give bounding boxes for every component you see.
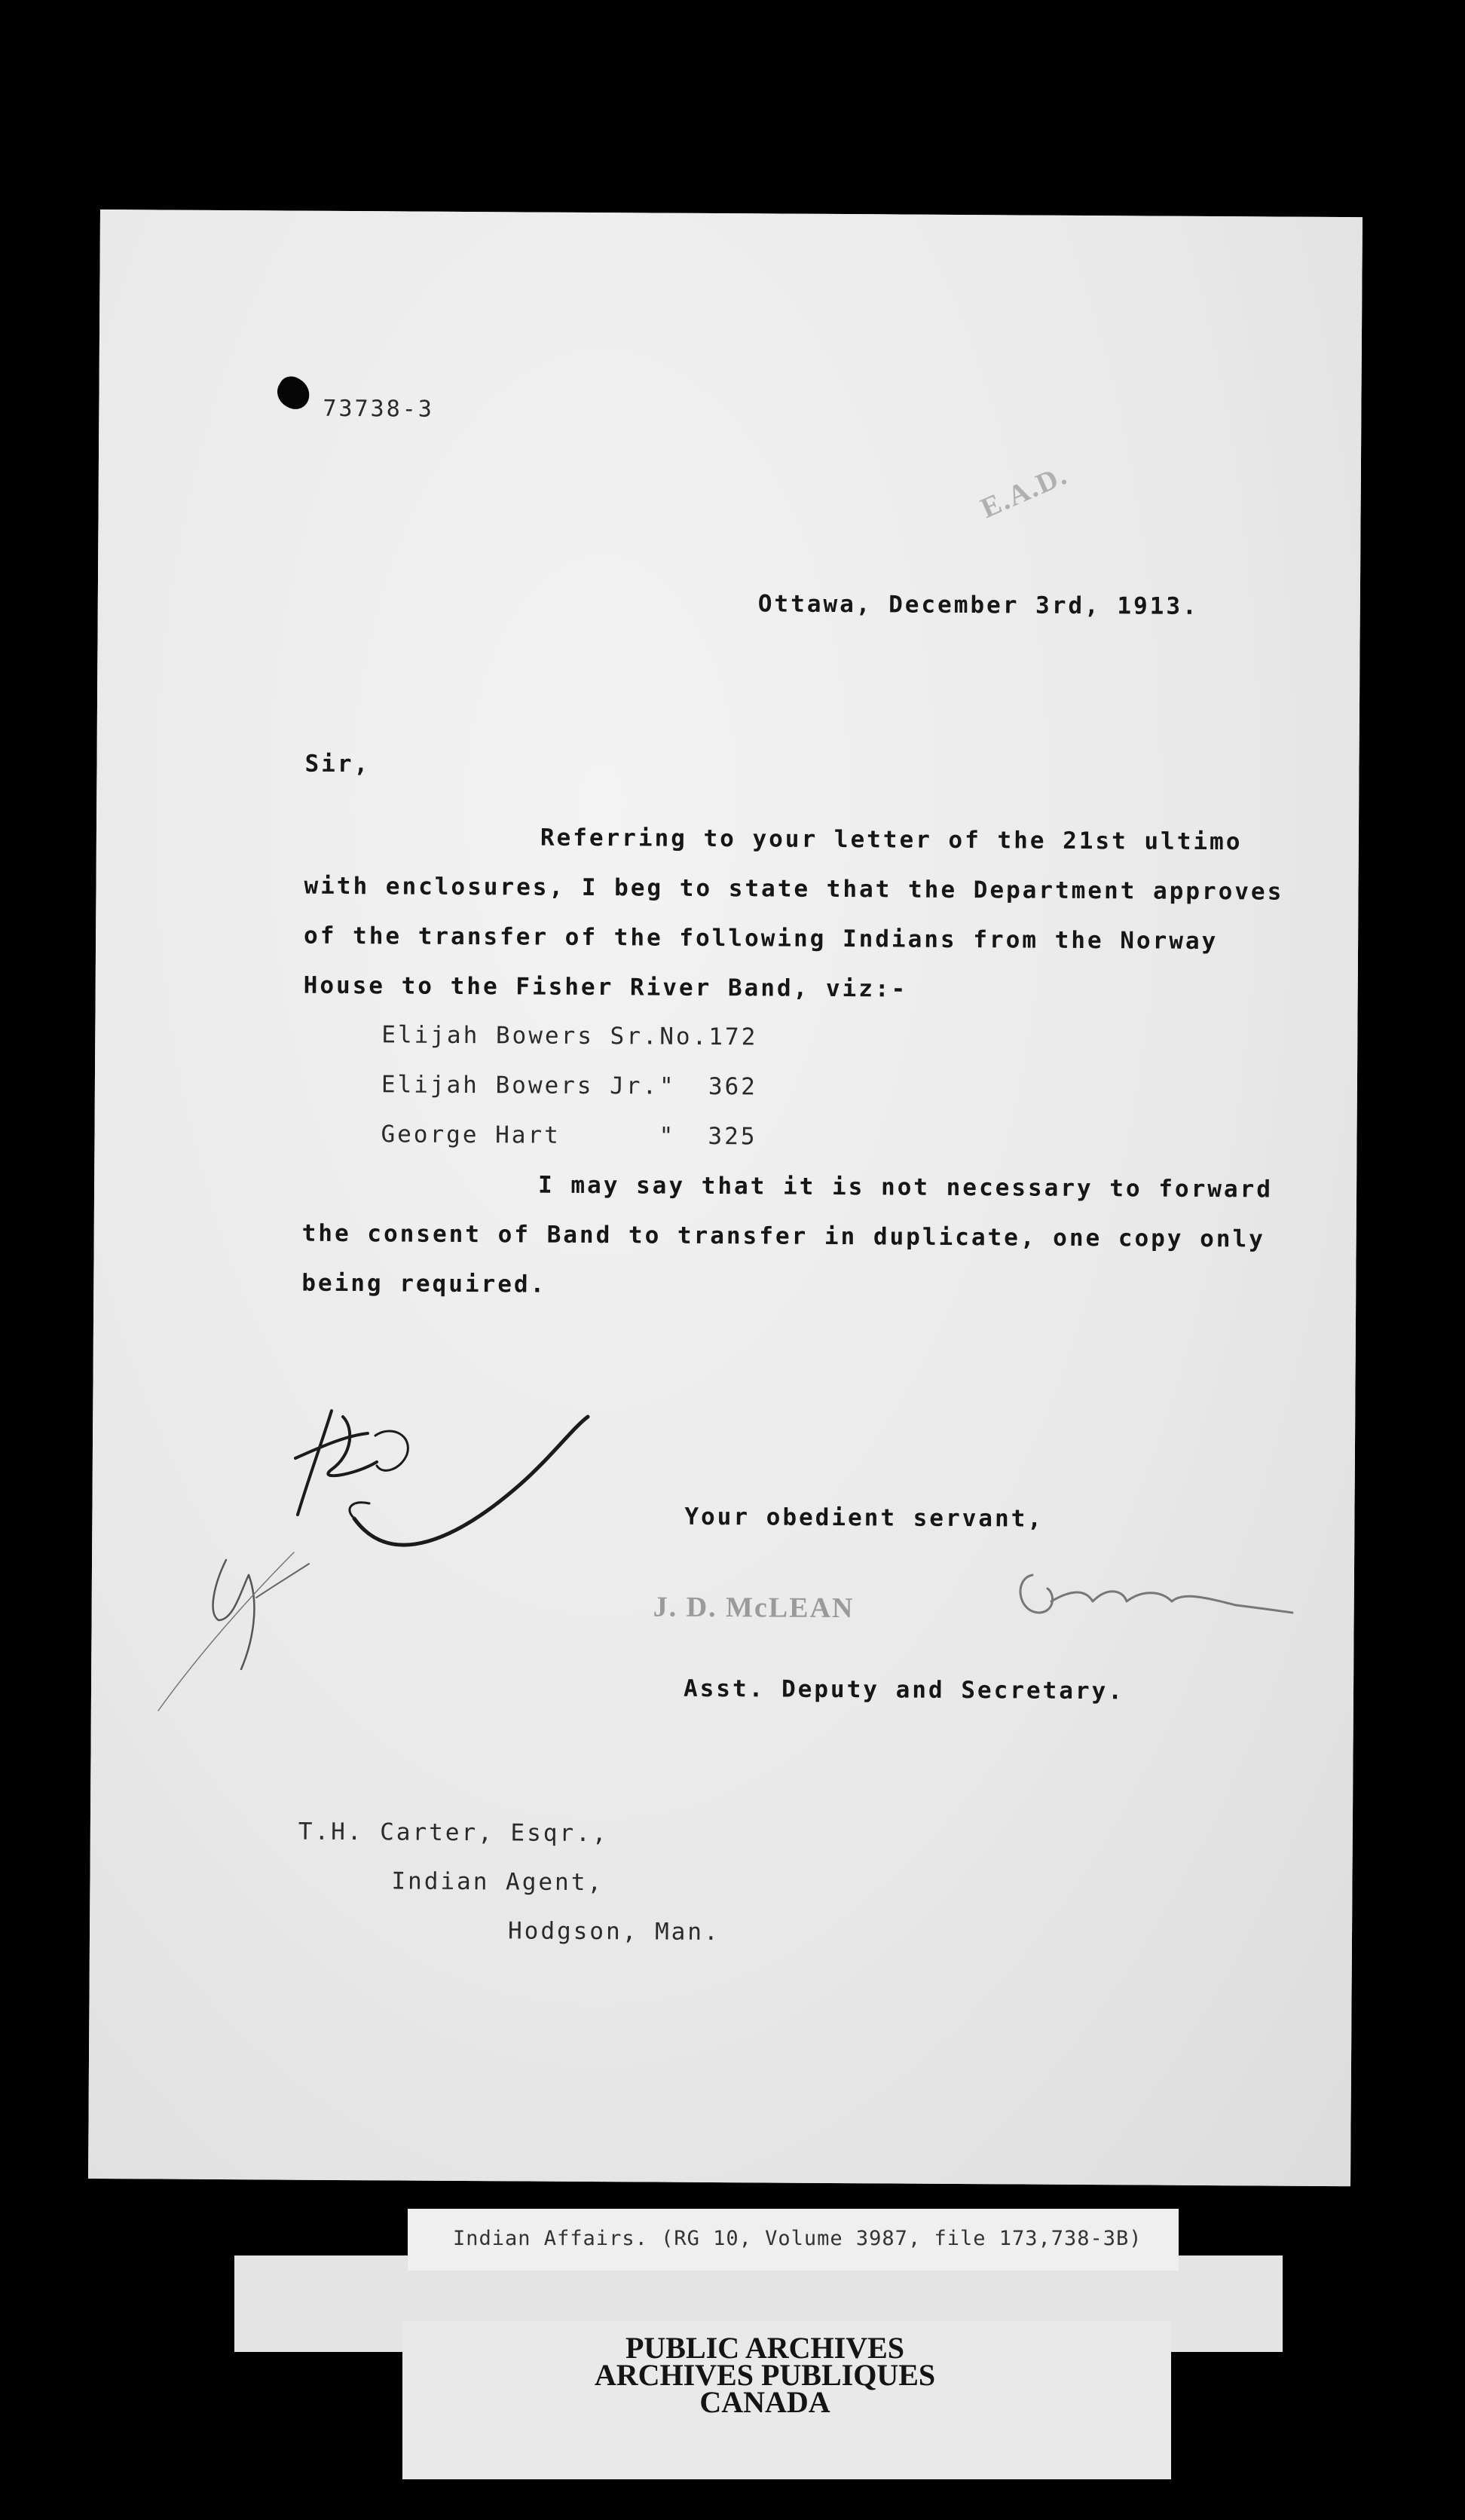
- closing: Your obedient servant,: [684, 1503, 1044, 1533]
- dateline: Ottawa, December 3rd, 1913.: [757, 590, 1199, 620]
- letter-page: [88, 209, 1363, 2186]
- body-line: being required.: [301, 1269, 547, 1298]
- body-line: I may say that it is not necessary to forward: [537, 1171, 1274, 1203]
- body-line: House to the Fisher River Band, viz:-: [303, 971, 908, 1003]
- transfer-number: No.172: [659, 1023, 758, 1051]
- signatory-stamp: J. D. McLEAN: [653, 1591, 855, 1625]
- body-line: the consent of Band to transfer in duplicate, one copy only: [301, 1219, 1265, 1253]
- ink-blot: [271, 372, 315, 414]
- transfer-name: George Hart: [381, 1121, 561, 1149]
- transfer-number: " 362: [659, 1072, 757, 1101]
- transfer-number: " 325: [659, 1122, 757, 1151]
- salutation: Sir,: [304, 750, 371, 778]
- body-line: Referring to your letter of the 21st ultimo: [540, 824, 1243, 856]
- body-line: of the transfer of the following Indians from the Norway: [304, 922, 1219, 956]
- archive-stamp-line: CANADA: [699, 2385, 830, 2419]
- archive-stamp-line: ARCHIVES PUBLIQUES: [594, 2358, 936, 2392]
- address-line: Hodgson, Man.: [507, 1917, 720, 1947]
- archive-stamp-line: PUBLIC ARCHIVES: [625, 2331, 905, 2365]
- signatory-title: Asst. Deputy and Secretary.: [683, 1674, 1125, 1705]
- archive-reference-label: [408, 2209, 1179, 2271]
- address-line: T.H. Carter, Esqr.,: [298, 1818, 609, 1848]
- file-number: 73738-3: [323, 395, 434, 423]
- transfer-name: Elijah Bowers Sr.: [381, 1021, 659, 1051]
- corner-stamp: E.A.D.: [976, 459, 1072, 524]
- archive-reference: Indian Affairs. (RG 10, Volume 3987, file 173,738-3B): [453, 2227, 1142, 2250]
- address-line: Indian Agent,: [391, 1867, 604, 1897]
- transfer-name: Elijah Bowers Jr.: [381, 1071, 659, 1100]
- archive-stamp: [467, 2331, 1063, 2425]
- body-line: with enclosures, I beg to state that the Department approves: [304, 872, 1284, 906]
